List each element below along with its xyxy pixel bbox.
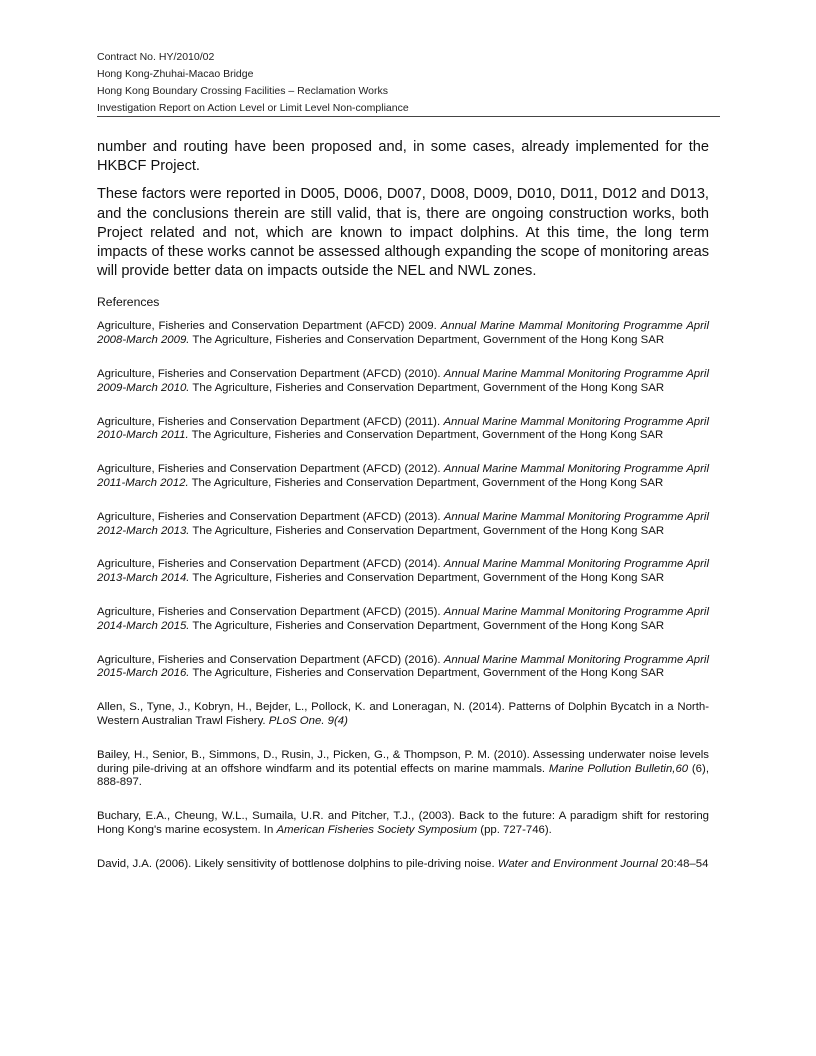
reference-title: Marine Pollution Bulletin,60 xyxy=(548,762,689,775)
reference-title: Annual Marine Mammal Monitoring Programme April 2012-March 2013. xyxy=(97,510,709,537)
reference-item xyxy=(97,701,709,729)
reference-title: Annual Marine Mammal Monitoring Programme April 2010-March 2011. xyxy=(97,415,709,442)
reference-item xyxy=(97,416,709,444)
reference-authors: Agriculture, Fisheries and Conservation Department (AFCD) (2016). xyxy=(97,653,444,666)
body-paragraph-1: number and routing have been proposed and, in some cases, already implemented for the HKBCF Project. xyxy=(97,139,709,175)
reference-publisher: The Agriculture, Fisheries and Conservation Department, Government of the Hong Kong SAR xyxy=(189,572,665,585)
reference-title: American Fisheries Society Symposium xyxy=(276,823,478,836)
reference-title: Annual Marine Mammal Monitoring Programme April 2009-March 2010. xyxy=(97,368,709,394)
header-divider xyxy=(97,116,720,117)
reference-authors: Agriculture, Fisheries and Conservation Department (AFCD) 2009. xyxy=(97,320,441,333)
reference-item xyxy=(97,654,709,682)
reference-item xyxy=(97,606,709,634)
reference-authors: Agriculture, Fisheries and Conservation Department (AFCD) (2013). xyxy=(97,510,444,523)
header-contract-number: Contract No. HY/2010/02 xyxy=(97,51,215,63)
reference-title: Water and Environment Journal xyxy=(497,857,658,870)
reference-title: Annual Marine Mammal Monitoring Programme April 2011-March 2012. xyxy=(97,463,709,489)
reference-authors: Buchary, E.A., Cheung, W.L., Sumaila, U.R. and Pitcher, T.J., (2003). Back to the future: A paradigm shift for restoring Hong Kong's marine ecosystem. In xyxy=(97,810,709,836)
reference-publisher: The Agriculture, Fisheries and Conservation Department, Government of the Hong Kong SAR xyxy=(189,381,665,394)
header-project-name: Hong Kong-Zhuhai-Macao Bridge xyxy=(97,68,254,80)
page-body xyxy=(97,138,709,885)
reference-authors: Agriculture, Fisheries and Conservation Department (AFCD) (2010). xyxy=(97,368,444,381)
reference-authors: Agriculture, Fisheries and Conservation Department (AFCD) (2015). xyxy=(97,605,444,618)
reference-item xyxy=(97,463,709,491)
reference-title: PLoS One. 9(4) xyxy=(268,714,348,727)
header-report-title: Investigation Report on Action Level or Limit Level Non-compliance xyxy=(97,102,409,114)
reference-publisher: The Agriculture, Fisheries and Conservation Department, Government of the Hong Kong SAR xyxy=(188,477,664,489)
reference-publisher: The Agriculture, Fisheries and Conservation Department, Government of the Hong Kong SAR xyxy=(189,619,665,632)
reference-publisher: 20:48–54 xyxy=(657,857,709,870)
reference-publisher: (pp. 727-746). xyxy=(477,823,552,836)
reference-item xyxy=(97,368,709,396)
reference-item xyxy=(97,558,709,586)
reference-item xyxy=(97,749,709,790)
reference-authors: David, J.A. (2006). Likely sensitivity of bottlenose dolphins to pile-driving noise. xyxy=(97,857,498,870)
reference-publisher: The Agriculture, Fisheries and Conservation Department, Government of the Hong Kong SAR xyxy=(189,524,665,537)
reference-item xyxy=(97,810,709,838)
body-paragraph-2: These factors were reported in D005, D006, D007, D008, D009, D010, D011, D012 and D013, and the conclusions therein are still valid, that is, there are ongoing construction works, both Project related and not, which are known to impact dolphins. At this time, the long term impacts of these works cannot be assessed although expanding the scope of monitoring areas will provide better data on impacts outside the NEL and NWL zones. xyxy=(97,186,709,280)
reference-item xyxy=(97,320,709,348)
reference-title: Annual Marine Mammal Monitoring Programme April 2013-March 2014. xyxy=(97,558,709,585)
reference-title: Annual Marine Mammal Monitoring Programme April 2014-March 2015. xyxy=(97,605,709,632)
reference-authors: Agriculture, Fisheries and Conservation Department (AFCD) (2011). xyxy=(97,415,444,428)
reference-title: Annual Marine Mammal Monitoring Programme April 2015-March 2016. xyxy=(97,653,709,680)
header-works-name: Hong Kong Boundary Crossing Facilities – Reclamation Works xyxy=(97,85,389,97)
reference-publisher: The Agriculture, Fisheries and Conservation Department, Government of the Hong Kong SAR xyxy=(189,334,665,347)
reference-item xyxy=(97,858,709,872)
reference-publisher: (6), 888-897. xyxy=(97,762,709,789)
reference-authors: Allen, S., Tyne, J., Kobryn, H., Bejder, L., Pollock, K. and Loneragan, N. (2014). Patterns of Dolphin Bycatch in a North-Western Australian Trawl Fishery. xyxy=(97,701,709,727)
reference-authors: Agriculture, Fisheries and Conservation Department (AFCD) (2012). xyxy=(97,463,444,476)
page-header xyxy=(97,49,720,117)
reference-publisher: The Agriculture, Fisheries and Conservation Department, Government of the Hong Kong SAR xyxy=(189,667,665,680)
reference-authors: Agriculture, Fisheries and Conservation Department (AFCD) (2014). xyxy=(97,558,444,571)
reference-authors: Bailey, H., Senior, B., Simmons, D., Rusin, J., Picken, G., & Thompson, P. M. (2010). Assessing underwater noise levels during pile-driving at an offshore windfarm and its potential effects on marine mammals. xyxy=(97,748,709,775)
reference-publisher: The Agriculture, Fisheries and Conservation Department, Government of the Hong Kong SAR xyxy=(188,429,664,442)
reference-title: Annual Marine Mammal Monitoring Programme April 2008-March 2009. xyxy=(97,320,709,347)
reference-item xyxy=(97,511,709,539)
reference-list xyxy=(97,320,709,871)
references-heading: References xyxy=(97,295,160,310)
